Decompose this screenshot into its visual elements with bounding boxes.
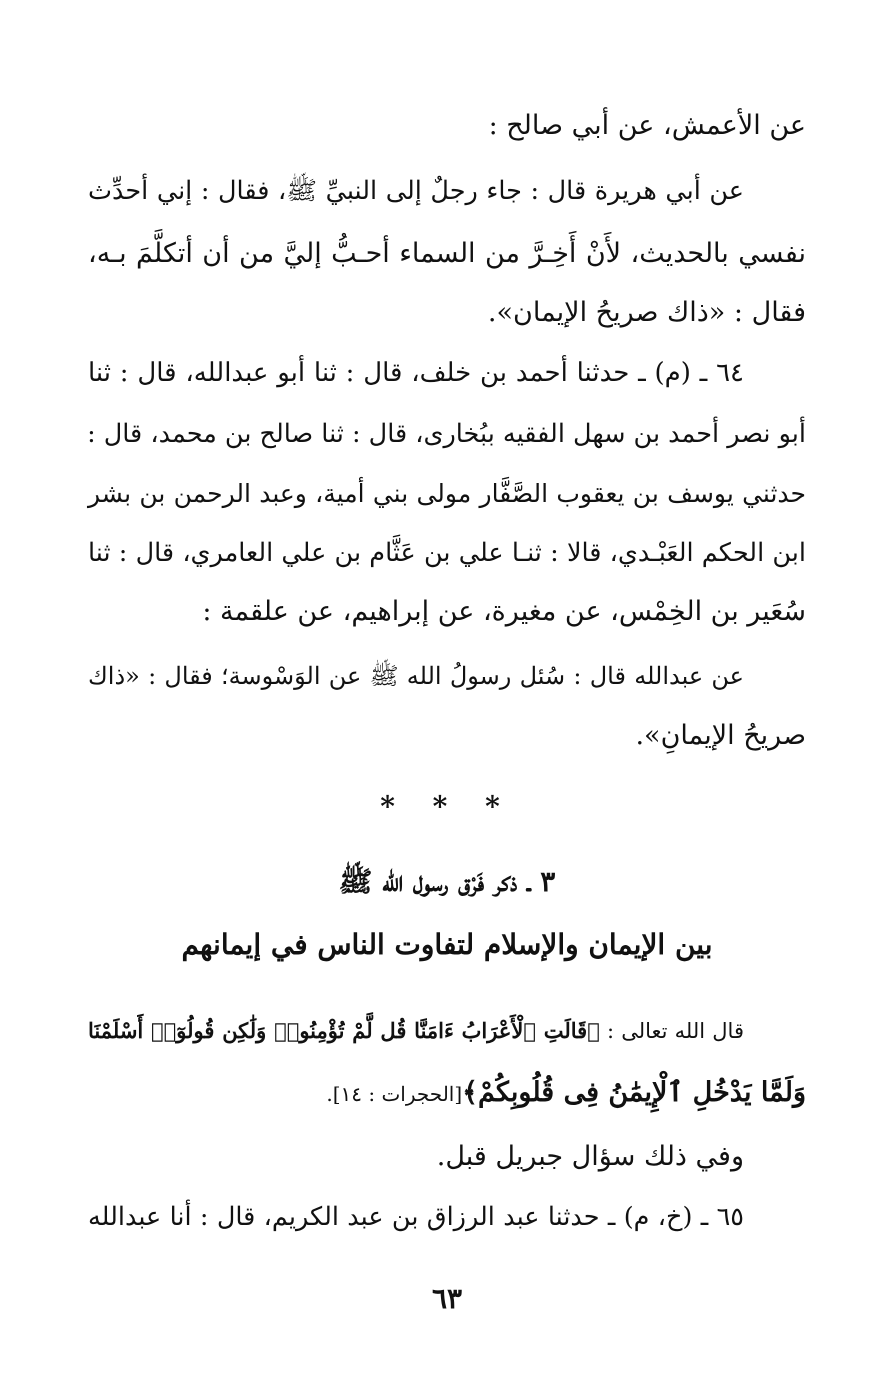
book-page — [88, 0, 806, 1395]
text-line — [88, 1011, 744, 1051]
section-heading-line-1: ٣ ـ ذكر فَرْق رسول الله ﷺ — [338, 865, 556, 898]
quran-verse: ﴿قَالَتِ ٱلْأَعْرَابُ ءَامَنَّا قُل لَّمْ تُؤْمِنُوا۟ وَلَٰكِن قُولُوٓا۟ أَسْلَمْنَا — [88, 1018, 600, 1043]
text-line: فقال : «ذاك صريحُ الإيمان». — [487, 297, 806, 328]
text-line: حدثني يوسف بن يعقوب الصَّفَّار مولى بني أمية، وعبد الرحمن بن بشر — [88, 479, 806, 508]
text-span: قال الله تعالى : — [599, 1019, 744, 1043]
section-separator: * * * — [380, 790, 514, 823]
text-line: عن الأعمش، عن أبي صالح : — [488, 110, 806, 141]
section-heading-line-2: بين الإيمان والإسلام لتفاوت الناس في إيمانهم — [181, 928, 713, 961]
text-line: صريحُ الإيمانِ». — [635, 720, 806, 751]
verse-reference: [الحجرات : ١٤]. — [326, 1082, 463, 1106]
text-line — [88, 1073, 806, 1113]
text-line: وفي ذلك سؤال جبريل قبل. — [436, 1141, 744, 1172]
text-line: سُعَير بن الخِمْس، عن مغيرة، عن إبراهيم، عن علقمة : — [202, 596, 806, 627]
quran-verse: وَلَمَّا يَدْخُلِ ٱلْإِيمَٰنُ فِى قُلُوبِكُمْ﴾ — [462, 1077, 806, 1108]
page-number: ٦٣ — [431, 1282, 463, 1315]
text-line: ابن الحكم العَبْـدي، قالا : ثنـا علي بن عَثَّام بن علي العامري، قال : ثنا — [88, 538, 806, 568]
text-line: عن أبي هريرة قال : جاء رجلٌ إلى النبيِّ ﷺ، فقال : إني أحدِّث — [88, 176, 744, 206]
text-line: نفسي بالحديث، لأَنْ أَخِـرَّ من السماء أحـبُّ إليَّ من أن أتكلَّمَ بـه، — [88, 238, 806, 269]
text-line: عن عبدالله قال : سُئل رسولُ الله ﷺ عن الوَسْوسة؛ فقال : «ذاك — [88, 662, 744, 690]
text-line: ٦٥ ـ (خ، م) ـ حدثنا عبد الرزاق بن عبد الكريم، قال : أنا عبدالله — [88, 1202, 744, 1232]
text-line: أبو نصر أحمد بن سهل الفقيه ببُخارى، قال : ثنا صالح بن محمد، قال : — [87, 419, 806, 449]
text-line: ٦٤ ـ (م) ـ حدثنا أحمد بن خلف، قال : ثنا أبو عبدالله، قال : ثنا — [88, 358, 744, 388]
